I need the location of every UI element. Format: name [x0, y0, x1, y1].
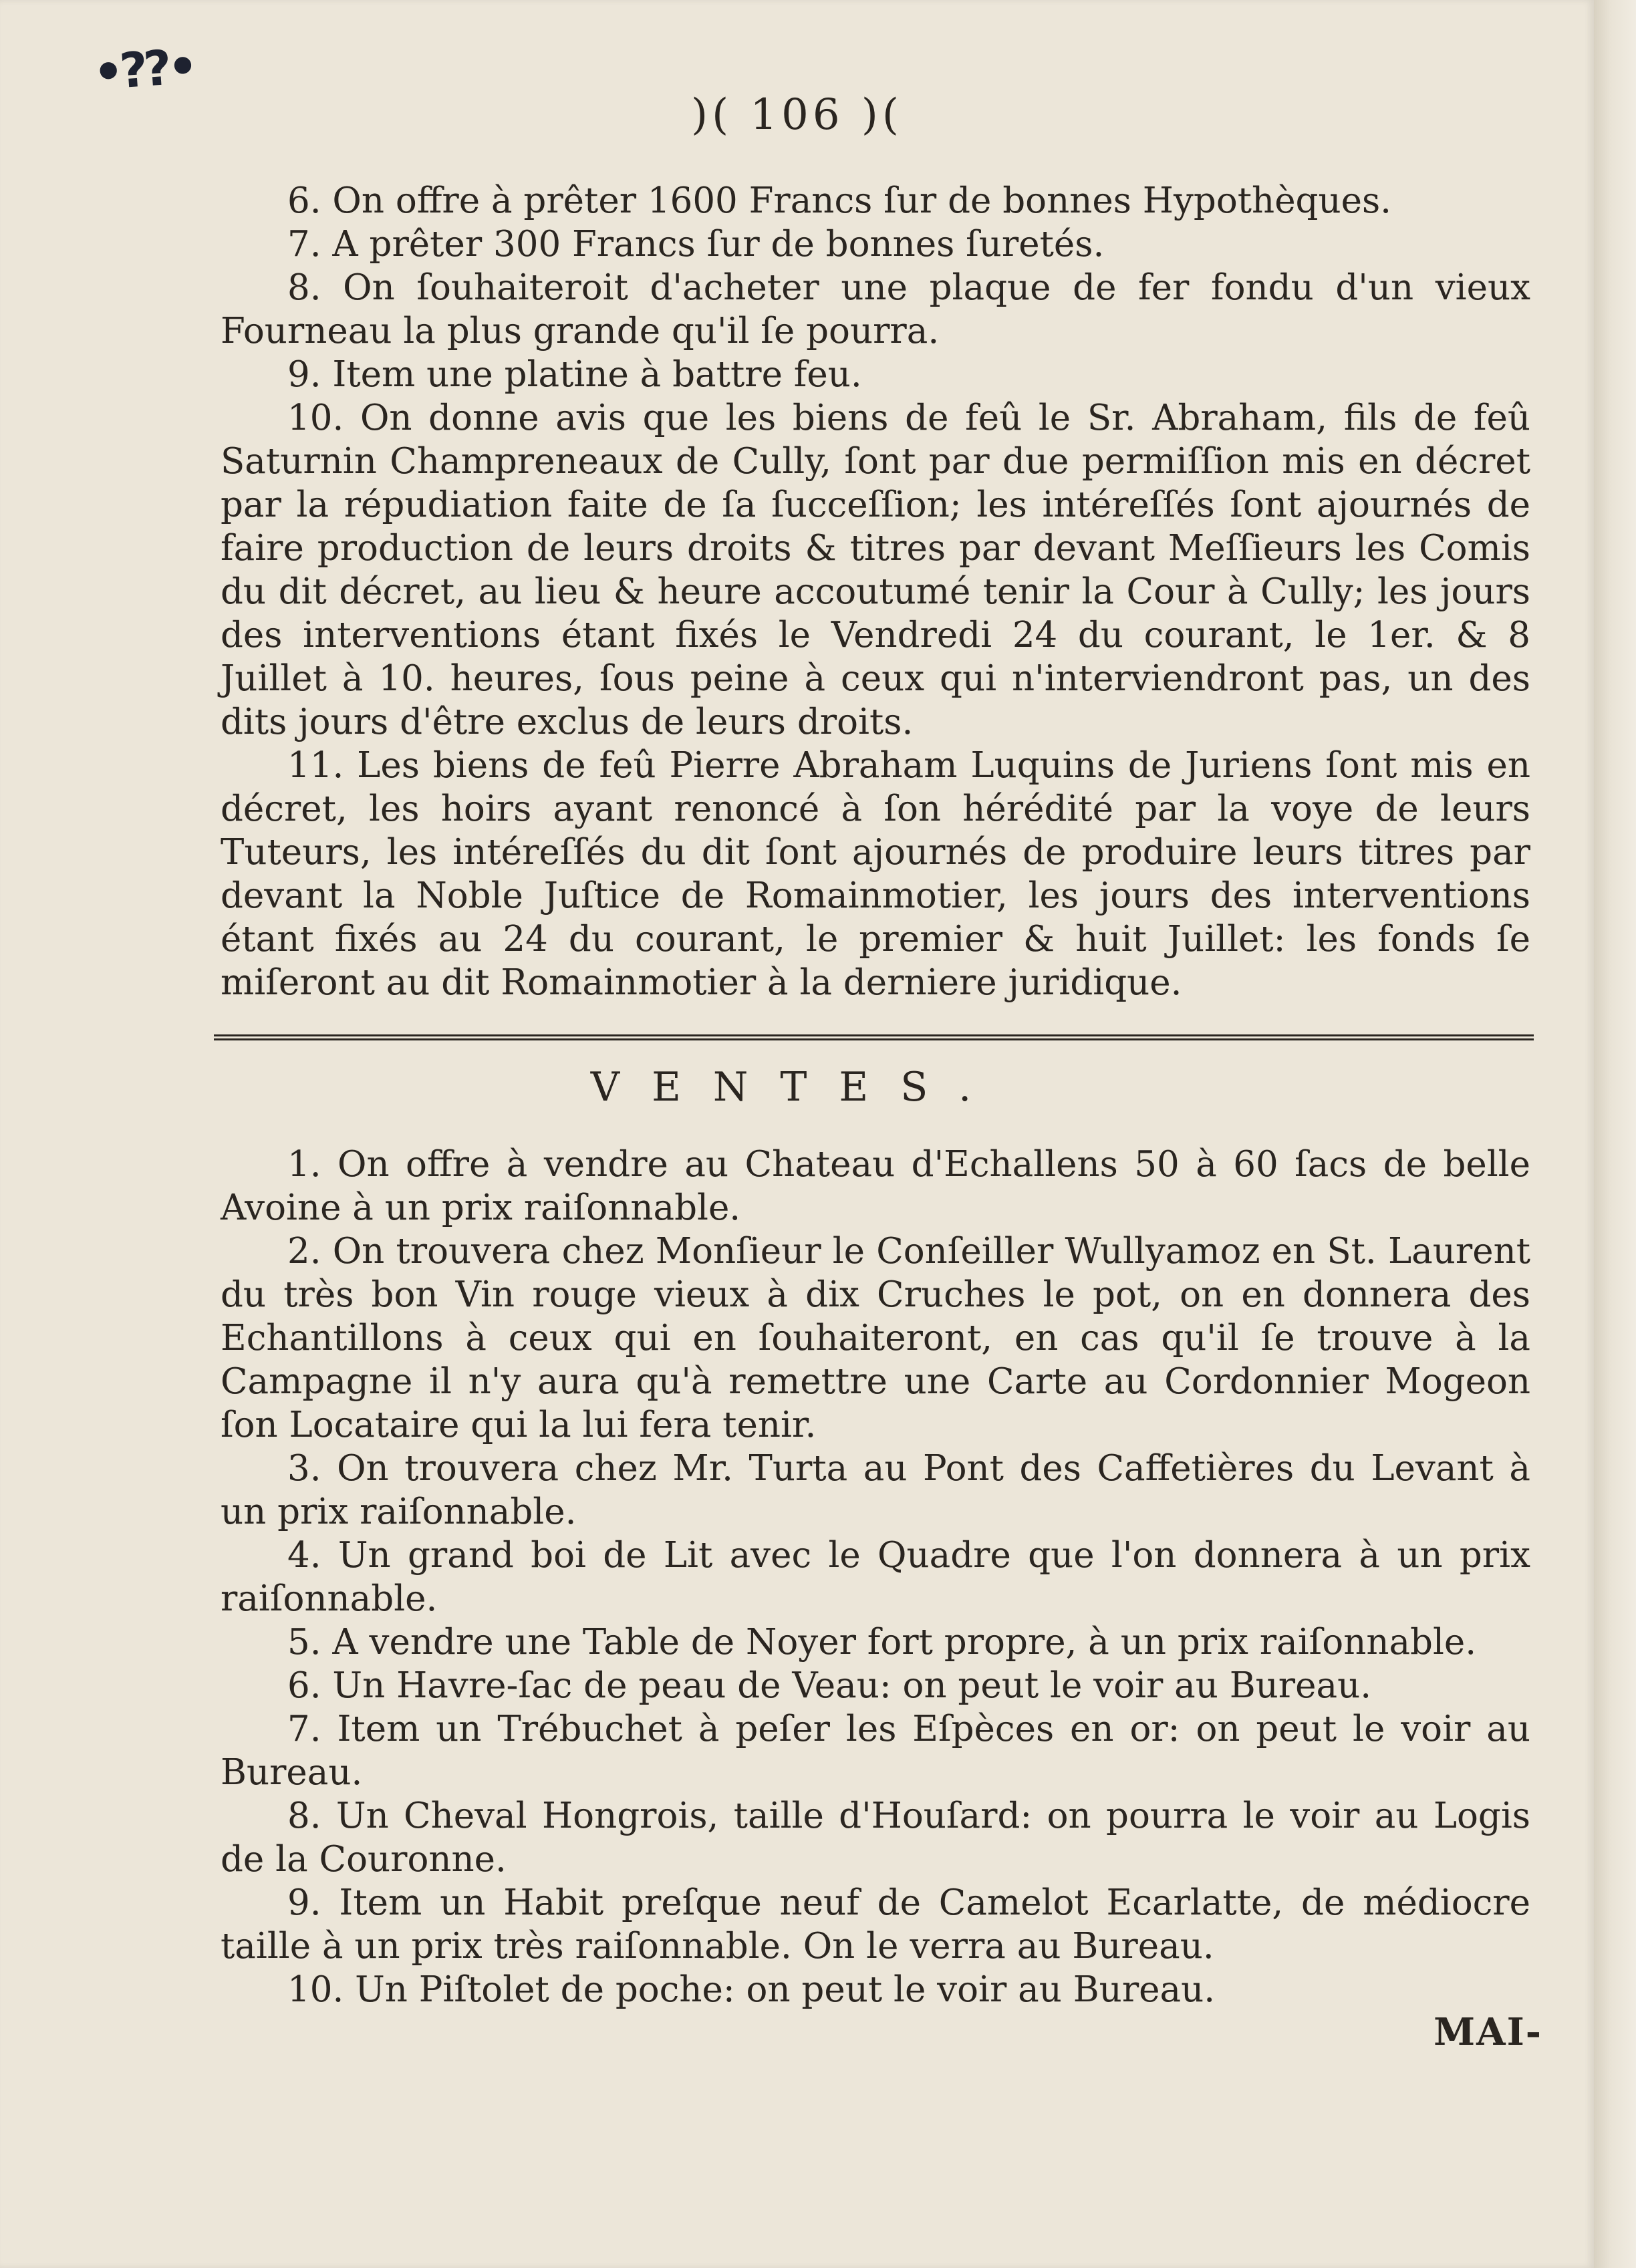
annonce-item: 7. A prêter 300 Francs ſur de bonnes ſuretés. — [287, 224, 1105, 265]
section-divider — [214, 1034, 1534, 1040]
annonces-section — [221, 179, 1530, 1004]
annonce-item: 11. Les biens de feû Pierre Abraham Luquins de Juriens ſont mis en décret, les hoirs ayant renoncé à ſon hérédité par la voye de leurs Tuteurs, les intéreſſés du dit ſont ajournés de produire leurs titres par devant la Noble Juſtice de Romainmotier, les jours des interventions étant fixés au 24 du courant, le premier & huit Juillet: les fonds ſe miſeront au dit Romainmotier à la derniere juridique. — [221, 745, 1530, 1003]
vente-item: 1. On offre à vendre au Chateau d'Echallens 50 à 60 ſacs de belle Avoine à un prix raiſonnable. — [221, 1144, 1530, 1228]
annonce-item: 6. On offre à prêter 1600 Francs ſur de bonnes Hypothèques. — [287, 180, 1392, 221]
annonce-item: 10. On donne avis que les biens de feû le Sr. Abraham, fils de feû Saturnin Champreneaux de Cully, ſont par due permiſſion mis en décret par la répudiation faite de ſa ſucceſſion; les intéreſſés ſont ajournés de faire production de leurs droits & titres par devant Meſſieurs les Comis du dit décret, au lieu & heure accoutumé tenir la Cour à Cully; les jours des interventions étant fixés le Vendredi 24 du courant, le 1er. & 8 Juillet à 10. heures, ſous peine à ceux qui n'interviendront pas, un des dits jours d'être exclus de leurs droits. — [221, 398, 1530, 742]
page-edge — [1594, 0, 1636, 2268]
ink-mark: •??• — [91, 37, 196, 101]
ventes-section — [221, 1143, 1530, 2011]
page-header: )( 106 )( — [691, 90, 903, 140]
catchword: MAI- — [1434, 2010, 1542, 2054]
vente-item: 4. Un grand boi de Lit avec le Quadre que l'on donnera à un prix raiſonnable. — [221, 1535, 1530, 1619]
ventes-heading: VENTES. — [590, 1064, 1004, 1111]
vente-item: 3. On trouvera chez Mr. Turta au Pont des Caffetières du Levant à un prix raiſonnable. — [221, 1448, 1530, 1532]
vente-item: 10. Un Piſtolet de poche: on peut le voir au Bureau. — [287, 1969, 1216, 2010]
vente-item: 9. Item un Habit preſque neuf de Camelot Ecarlatte, de médiocre taille à un prix très raiſonnable. On le verra au Bureau. — [221, 1882, 1530, 1967]
vente-item: 7. Item un Trébuchet à peſer les Eſpèces en or: on peut le voir au Bureau. — [221, 1709, 1530, 1793]
annonce-item: 9. Item une platine à battre feu. — [287, 354, 862, 395]
annonce-item: 8. On ſouhaiteroit d'acheter une plaque de fer fondu d'un vieux Fourneau la plus grande qu'il ſe pourra. — [221, 267, 1530, 351]
vente-item: 2. On trouvera chez Monſieur le Conſeiller Wullyamoz en St. Laurent du très bon Vin rouge vieux à dix Cruches le pot, on en donnera des Echantillons à ceux qui en ſouhaiteront, en cas qu'il ſe trouve à la Campagne il n'y aura qu'à remettre une Carte au Cordonnier Mogeon ſon Locataire qui la lui fera tenir. — [221, 1231, 1530, 1445]
vente-item: 5. A vendre une Table de Noyer fort propre, à un prix raiſonnable. — [287, 1622, 1477, 1663]
vente-item: 6. Un Havre-ſac de peau de Veau: on peut le voir au Bureau. — [287, 1665, 1372, 1706]
vente-item: 8. Un Cheval Hongrois, taille d'Houſard: on pourra le voir au Logis de la Couronne. — [221, 1796, 1530, 1880]
